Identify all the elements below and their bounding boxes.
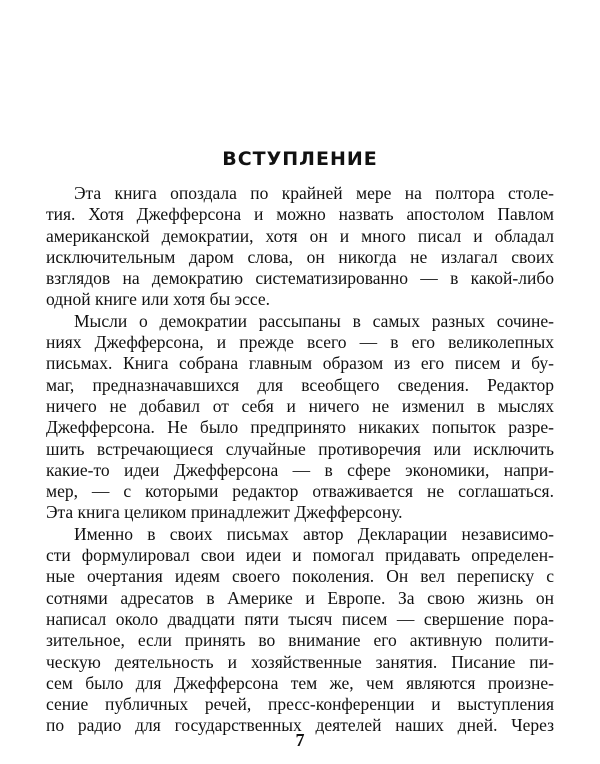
text-line: сотнями адресатов в Америке и Европе. За свою жизнь он xyxy=(46,587,554,608)
text-line: одной книге или хотя бы эссе. xyxy=(46,289,271,310)
text-line: зительное, если принять во внимание его активную полити- xyxy=(46,630,554,651)
paragraph xyxy=(46,311,554,524)
paragraph xyxy=(46,524,554,737)
text-line: Джефферсона. Не было предпринято никаких попыток разре- xyxy=(46,417,554,438)
text-line: ные очертания идеям своего поколения. Он вел переписку с xyxy=(46,566,554,587)
text-line: тия. Хотя Джефферсона и можно назвать апостолом Павлом xyxy=(46,204,554,225)
page-number: 7 xyxy=(295,730,305,750)
text-line: Мысли о демократии рассыпаны в самых разных сочине- xyxy=(74,310,554,331)
text-line: ческую деятельность и хозяйственные занятия. Писание пи- xyxy=(46,651,554,672)
text-line: написал около двадцати пяти тысяч писем — свершение пора- xyxy=(46,608,554,629)
text-line: сти формулировал свои идеи и помогал придавать определен- xyxy=(46,545,554,566)
text-line: по радио для государственных деятелей наших дней. Через xyxy=(46,715,554,736)
text-line: письмах. Книга собрана главным образом из его писем и бу- xyxy=(46,353,554,374)
text-line: взглядов на демократию систематизированно — в какой-либо xyxy=(46,268,554,289)
text-line: Именно в своих письмах автор Декларации независимо- xyxy=(74,523,554,544)
text-line: какие-то идеи Джефферсона — в сфере экономики, напри- xyxy=(46,459,554,480)
chapter-heading: ВСТУПЛЕНИЕ xyxy=(222,148,378,170)
paragraph xyxy=(46,183,554,311)
text-line: Эта книга целиком принадлежит Джефферсону. xyxy=(46,502,403,523)
text-line: ничего не добавил от себя и ничего не изменил в мыслях xyxy=(46,395,554,416)
text-line: мер, — с которыми редактор отваживается не соглашаться. xyxy=(46,481,554,502)
text-line: Эта книга опоздала по крайней мере на полтора столе- xyxy=(74,183,554,203)
body-text xyxy=(46,183,554,737)
text-line: американской демократии, хотя он и много писал и обладал xyxy=(46,225,554,246)
text-line: ниях Джефферсона, и прежде всего — в его великолепных xyxy=(46,332,554,353)
text-line: сем было для Джефферсона тем же, чем являются произне- xyxy=(46,672,554,693)
text-line: исключительным даром слова, он никогда не излагал своих xyxy=(46,246,554,267)
text-line: шить встречающиеся случайные противоречия или исключить xyxy=(46,438,554,459)
text-line: сение публичных речей, пресс-конференции и выступления xyxy=(46,694,554,715)
text-line: маг, предназначавшихся для всеобщего сведения. Редактор xyxy=(46,374,554,395)
